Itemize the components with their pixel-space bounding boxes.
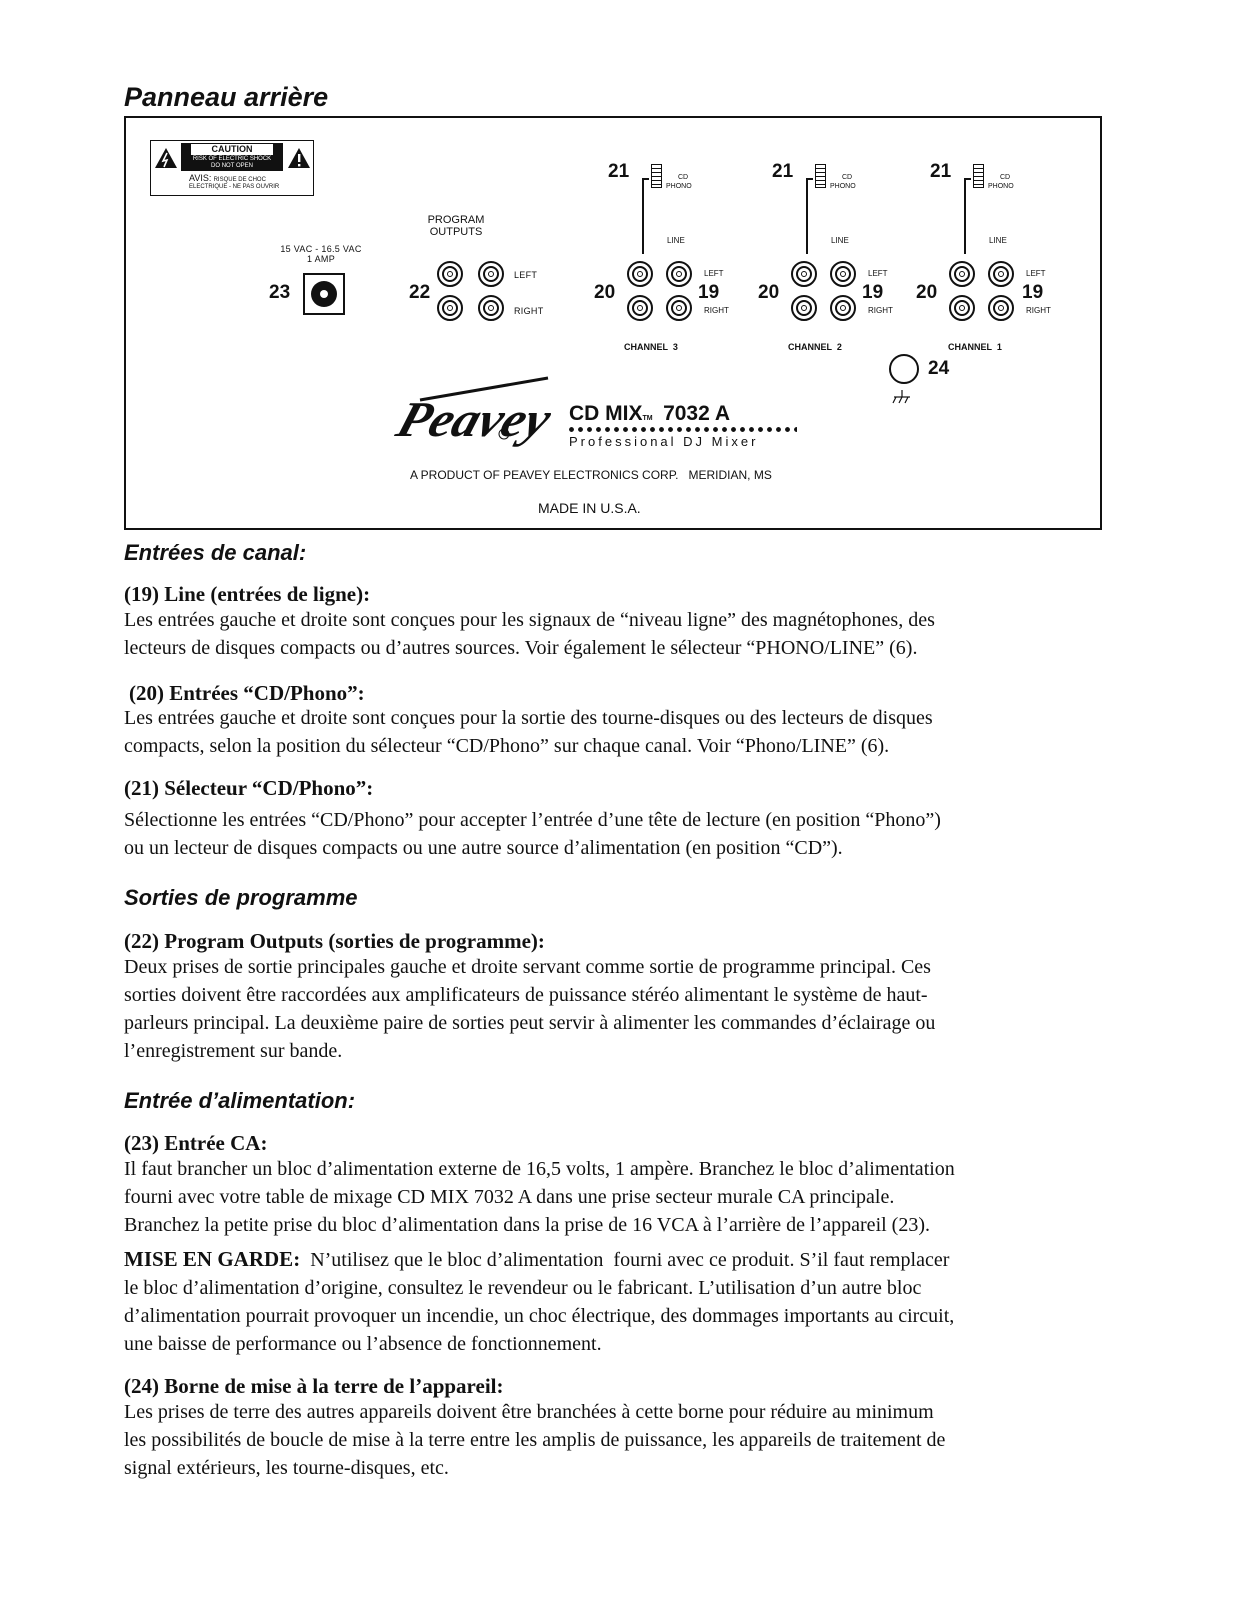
subheading-entree-ca: (23) Entrée CA: — [124, 1131, 268, 1155]
channel-3-jack-line-right — [666, 295, 692, 321]
model-tm: TM — [642, 415, 653, 422]
channel-1-selector-number: 21 — [930, 161, 952, 182]
subheading-program-outputs: (22) Program Outputs (sorties de programme): — [124, 929, 545, 953]
ground-icon — [891, 390, 913, 406]
power-spec-line1: 15 VAC - 16.5 VAC — [280, 244, 362, 254]
channel-3-right-label: RIGHT — [704, 306, 729, 315]
program-outputs-label — [418, 214, 494, 238]
channel-1-inputs — [918, 158, 1068, 358]
paragraph-borne-terre — [124, 1398, 1124, 1482]
channel-2-cd-phono-switch — [815, 164, 826, 188]
section-heading-sorties: Sorties de programme — [124, 885, 358, 910]
warning-triangle-icon — [154, 147, 178, 169]
caution-line1: RISK OF ELECTRIC SHOCK — [192, 156, 272, 162]
channel-3-cd-number: 20 — [594, 282, 616, 303]
paragraph-program-outputs-1: Deux prises de sortie principales gauche et droite servant comme sortie de programme principal. Ces — [124, 956, 931, 978]
channel-1-jack-cd-right — [949, 295, 975, 321]
channel-2-right-label: RIGHT — [868, 306, 893, 315]
channel-3-selector-number: 21 — [608, 161, 630, 182]
ground-terminal — [889, 354, 919, 384]
paragraph-selecteur — [124, 806, 1124, 862]
channel-1-left-label: LEFT — [1026, 269, 1046, 278]
made-in: MADE IN U.S.A. — [538, 500, 641, 516]
model-tagline: Professional DJ Mixer — [569, 434, 759, 449]
paragraph-cd-phono-2: compacts, selon la position du sélecteur “CD/Phono” sur chaque canal. Voir “Phono/LINE” (6). — [124, 735, 890, 757]
channel-1-line-number: 19 — [1022, 282, 1044, 303]
channel-1-cd-label: CD — [1000, 174, 1011, 181]
channel-3-jack-cd-left — [627, 261, 653, 287]
model-dot-rule — [569, 427, 797, 432]
paragraph-cd-phono-1: Les entrées gauche et droite sont conçues pour la sortie des tourne-disques ou des lecteurs de disques — [124, 707, 933, 729]
paragraph-program-outputs-2: sorties doivent être raccordées aux amplificateurs de puissance stéréo alimentant le système de haut- — [124, 984, 928, 1006]
svg-text:Peavey: Peavey — [390, 392, 553, 448]
channel-3-line-label: LINE — [667, 236, 685, 245]
avis-line2: ELECTRIQUE - NE PAS OUVRIR — [189, 184, 280, 190]
channel-1-phono-label: PHONO — [988, 183, 1014, 190]
power-spec-line2: 1 AMP — [306, 254, 335, 264]
section-heading-alimentation: Entrée d’alimentation: — [124, 1088, 356, 1113]
paragraph-selecteur-1: Sélectionne les entrées “CD/Phono” pour accepter l’entrée d’une tête de lecture (en position “Phono”) — [124, 809, 941, 831]
paragraph-program-outputs — [124, 953, 1124, 1065]
power-jack — [311, 281, 337, 307]
channel-3-label: CHANNEL 3 — [624, 342, 678, 352]
paragraph-selecteur-2: ou un lecteur de disques compacts ou une autre source d’alimentation (en position “CD”). — [124, 837, 843, 859]
channel-2-label: CHANNEL 2 — [788, 342, 842, 352]
channel-1-jack-cd-left — [949, 261, 975, 287]
paragraph-line-1: Les entrées gauche et droite sont conçues pour les signaux de “niveau ligne” des magnétophones, des — [124, 609, 935, 631]
model-cd-mix: CD MIX — [569, 402, 643, 425]
program-out-jack-left-2 — [478, 261, 504, 287]
avis-line1: RISQUE DE CHOC — [213, 177, 266, 183]
warning-line-3: d’alimentation pourrait provoquer un incendie, un choc électrique, des dommages importants au circuit, — [124, 1305, 955, 1327]
paragraph-cd-phono — [124, 704, 1124, 760]
paragraph-borne-terre-3: signal extérieurs, les tourne-disques, etc. — [124, 1457, 449, 1479]
paragraph-entree-ca-3: Branchez la petite prise du bloc d’alimentation dans la prise de 16 VCA à l’arrière de l’appareil (23). — [124, 1214, 930, 1236]
paragraph-borne-terre-2: les possibilités de boucle de mise à la terre entre les amplis de puissance, les appareils de traitement de — [124, 1429, 946, 1451]
power-spec — [276, 244, 366, 264]
model-name — [569, 402, 730, 426]
warning-triangle-icon — [287, 147, 311, 169]
program-out-jack-right-2 — [478, 295, 504, 321]
warning-line-4: une baisse de performance ou l’absence de fonctionnement. — [124, 1333, 602, 1355]
channel-2-jack-line-right — [830, 295, 856, 321]
channel-2-selector-number: 21 — [772, 161, 794, 182]
channel-2-cd-label: CD — [842, 174, 853, 181]
channel-2-jack-cd-left — [791, 261, 817, 287]
channel-3-jack-line-left — [666, 261, 692, 287]
program-out-jack-right-1 — [437, 295, 463, 321]
power-number: 23 — [269, 282, 291, 303]
channel-3-line-number: 19 — [698, 282, 720, 303]
channel-3-cd-phono-switch — [651, 164, 662, 188]
power-jack-frame — [303, 273, 345, 315]
section-heading-entrees-canal: Entrées de canal: — [124, 540, 307, 565]
channel-1-label: CHANNEL 1 — [948, 342, 1002, 352]
warning-line-2: le bloc d’alimentation d’origine, consultez le revendeur ou le fabricant. L’utilisation d’un autre bloc — [124, 1277, 922, 1299]
channel-1-cd-number: 20 — [916, 282, 938, 303]
channel-3-phono-label: PHONO — [666, 183, 692, 190]
paragraph-line — [124, 606, 1124, 662]
channel-2-jack-line-left — [830, 261, 856, 287]
warning-line-1: N’utilisez que le bloc d’alimentation fourni avec ce produit. S’il faut remplacer — [300, 1249, 950, 1271]
paragraph-entree-ca-2: fourni avec votre table de mixage CD MIX 7032 A dans une prise secteur murale CA principale. — [124, 1186, 895, 1208]
paragraph-mise-en-garde — [124, 1245, 1124, 1358]
channel-3-inputs — [596, 158, 736, 358]
paragraph-entree-ca — [124, 1155, 1124, 1239]
paragraph-entree-ca-1: Il faut brancher un bloc d’alimentation externe de 16,5 volts, 1 ampère. Branchez le bloc d’alimentation — [124, 1158, 955, 1180]
channel-3-left-label: LEFT — [704, 269, 724, 278]
caution-title: CAUTION — [191, 144, 273, 155]
paragraph-borne-terre-1: Les prises de terre des autres appareils doivent être branchées à cette borne pour réduire au minimum — [124, 1401, 934, 1423]
channel-3-cd-label: CD — [678, 174, 689, 181]
model-number: 7032 A — [663, 402, 730, 425]
program-outputs-line2: OUTPUTS — [429, 226, 483, 238]
program-out-jack-left-1 — [437, 261, 463, 287]
avis-label: AVIS: — [189, 173, 212, 183]
program-out-left-label: LEFT — [514, 270, 538, 280]
channel-2-cd-number: 20 — [758, 282, 780, 303]
program-outputs-number: 22 — [409, 282, 431, 303]
program-out-right-label: RIGHT — [514, 306, 544, 316]
peavey-logo-icon — [390, 374, 556, 456]
paragraph-program-outputs-4: l’enregistrement sur bande. — [124, 1040, 343, 1062]
channel-3-jack-cd-right — [627, 295, 653, 321]
channel-2-phono-label: PHONO — [830, 183, 856, 190]
channel-2-jack-cd-right — [791, 295, 817, 321]
corp-line: A PRODUCT OF PEAVEY ELECTRONICS CORP. MERIDIAN, MS — [410, 468, 772, 482]
warning-label: MISE EN GARDE: — [124, 1247, 301, 1271]
paragraph-program-outputs-3: parleurs principal. La deuxième paire de sorties peut servir à alimenter les commandes d’éclairage ou — [124, 1012, 936, 1034]
program-outputs-line1: PROGRAM — [427, 214, 485, 226]
subheading-selecteur: (21) Sélecteur “CD/Phono”: — [124, 776, 374, 800]
channel-1-jack-line-left — [988, 261, 1014, 287]
channel-1-jack-line-right — [988, 295, 1014, 321]
subheading-cd-phono: (20) Entrées “CD/Phono”: — [129, 681, 365, 705]
channel-2-line-label: LINE — [831, 236, 849, 245]
rear-panel-diagram — [124, 116, 1102, 530]
channel-2-left-label: LEFT — [868, 269, 888, 278]
ground-number: 24 — [928, 358, 950, 379]
channel-1-line-label: LINE — [989, 236, 1007, 245]
caution-line2: DO NOT OPEN — [211, 163, 253, 169]
paragraph-line-2: lecteurs de disques compacts ou d’autres sources. Voir également le sélecteur “PHONO/LINE” (6). — [124, 637, 918, 659]
channel-2-inputs — [760, 158, 900, 358]
caution-banner — [181, 143, 283, 171]
subheading-borne-terre: (24) Borne de mise à la terre de l’appareil: — [124, 1374, 504, 1398]
channel-1-right-label: RIGHT — [1026, 306, 1051, 315]
channel-1-cd-phono-switch — [973, 164, 984, 188]
channel-2-line-number: 19 — [862, 282, 884, 303]
page-title: Panneau arrière — [124, 82, 329, 112]
subheading-line: (19) Line (entrées de ligne): — [124, 582, 371, 606]
caution-label — [150, 140, 314, 196]
